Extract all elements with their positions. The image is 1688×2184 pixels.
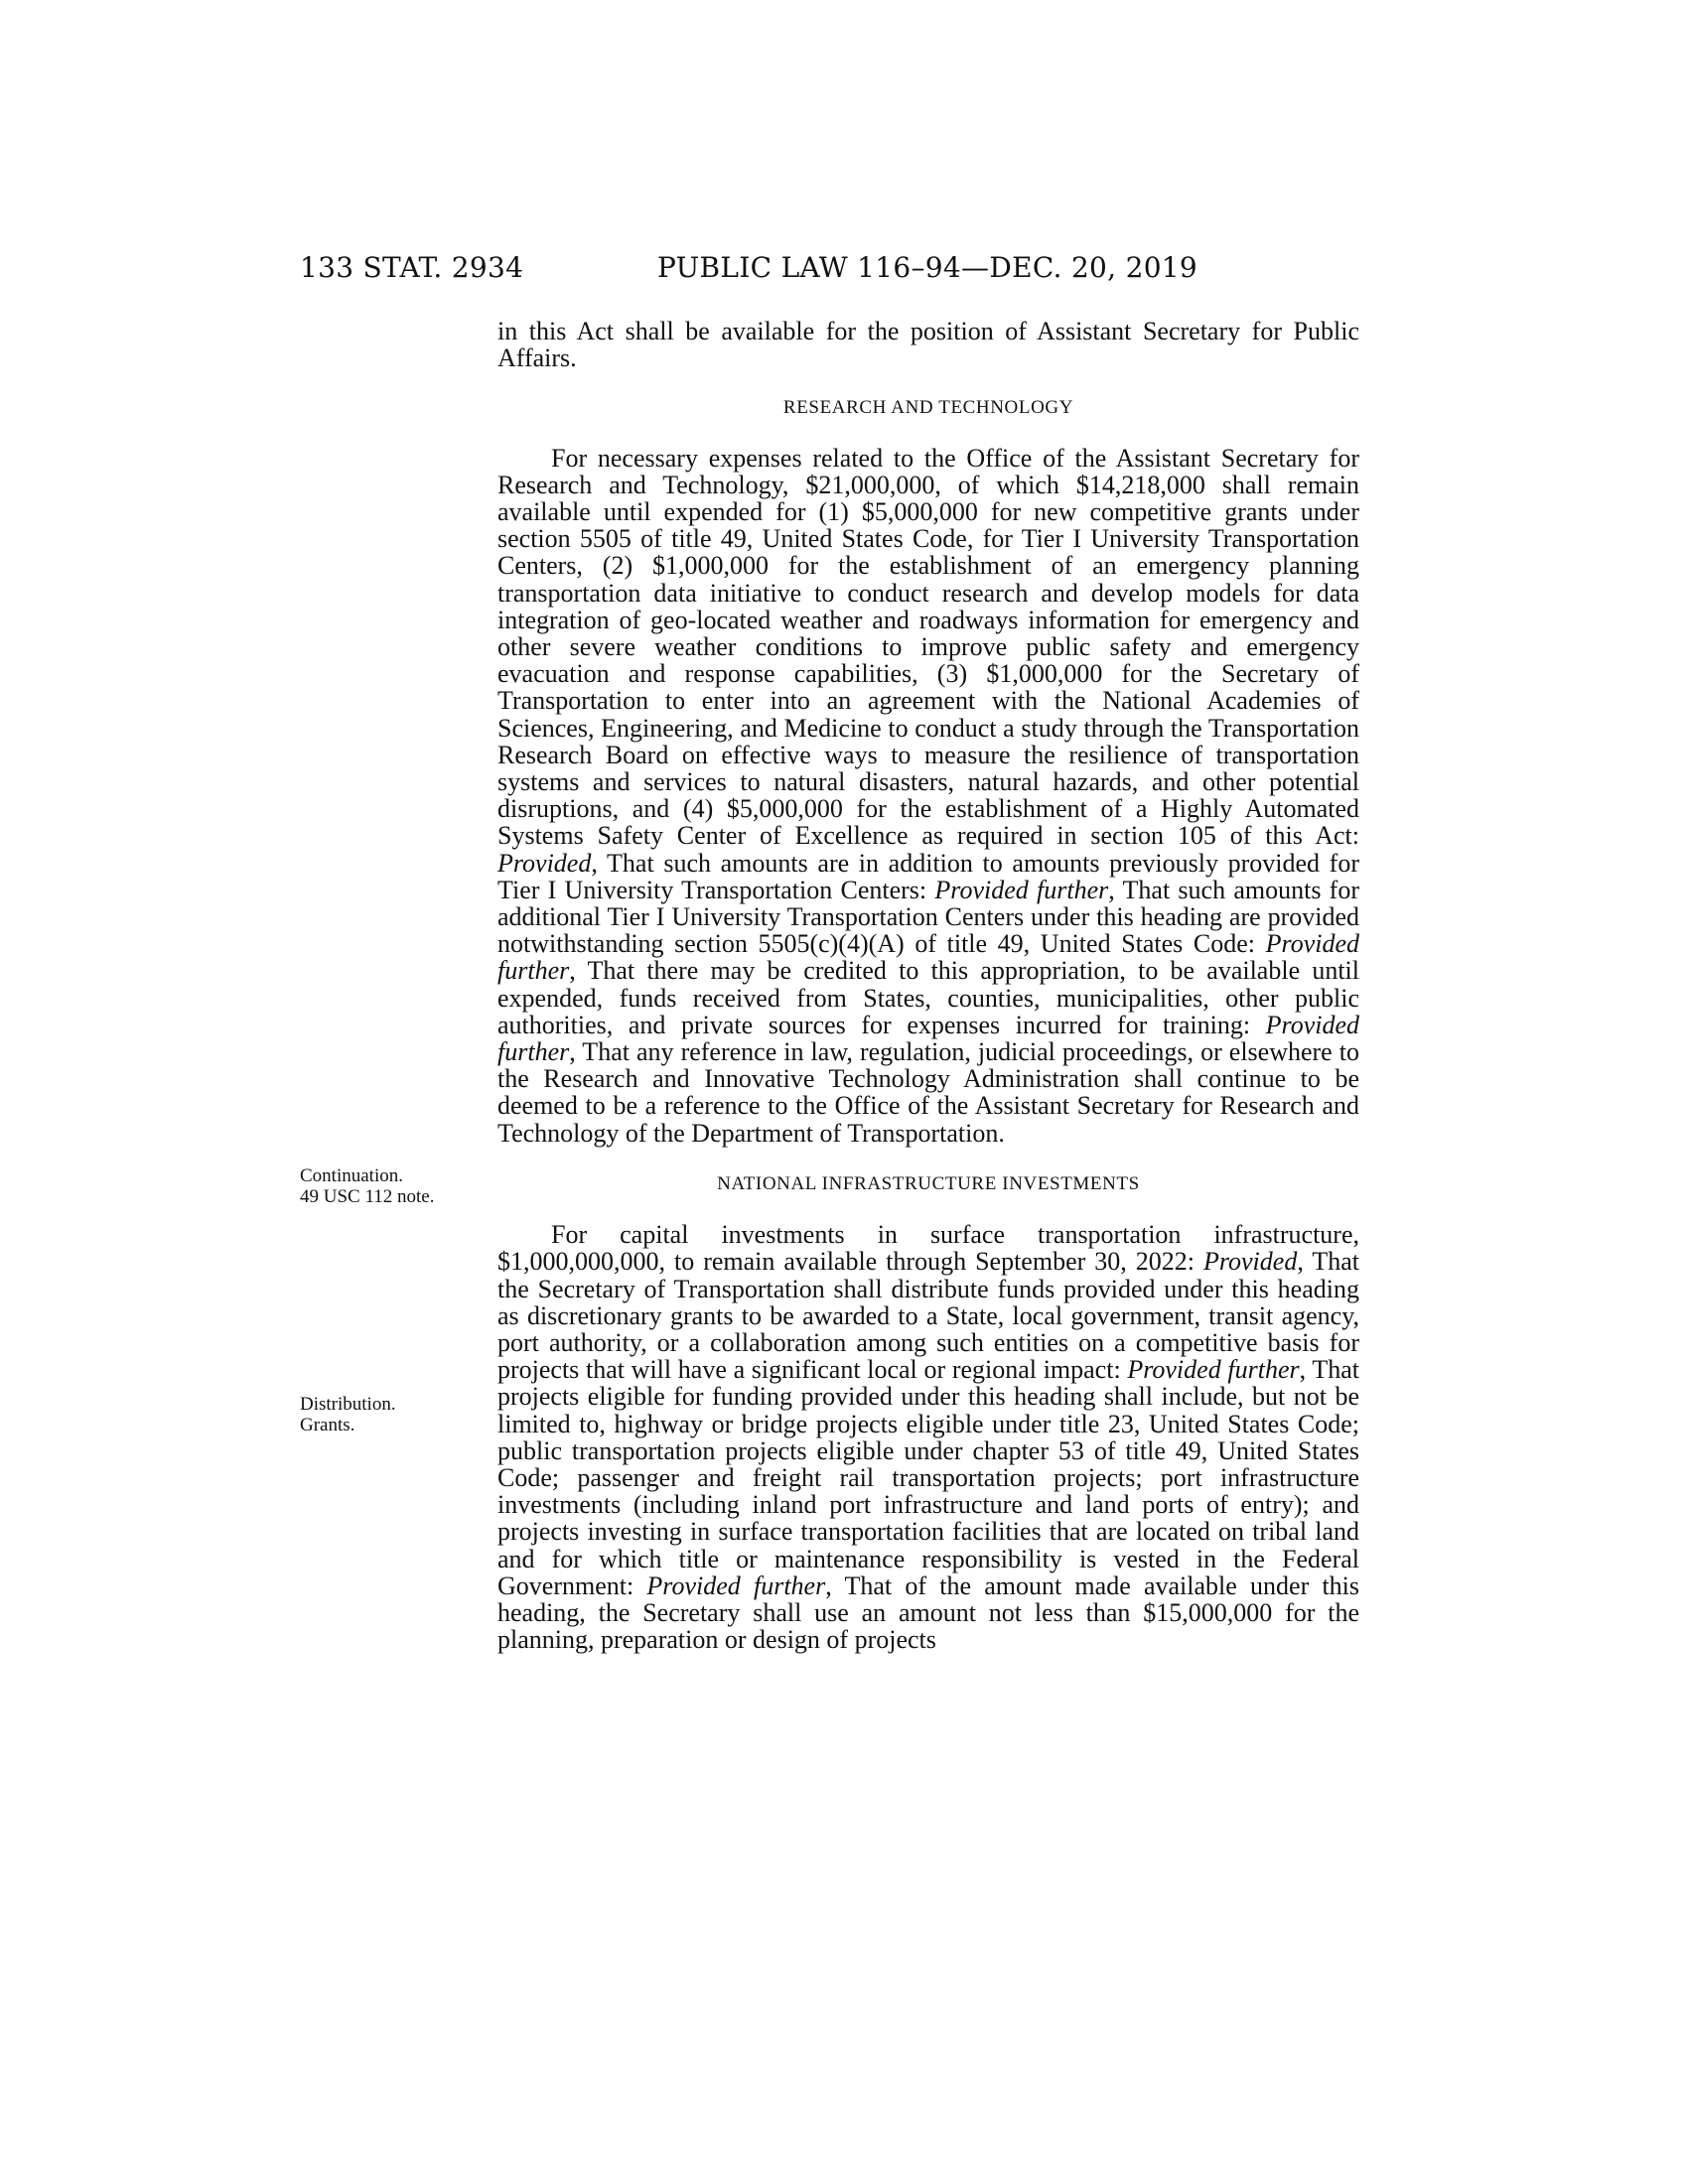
public-law-title: PUBLIC LAW 116–94—DEC. 20, 2019 (657, 251, 1198, 284)
margin-note-line: Continuation. (300, 1165, 403, 1186)
text-run: , That there may be credited to this appropriation, to be available until expended, funds received from States, counties, municipalities, other public authorities, and private sources for expenses incurred for training: (497, 956, 1359, 1039)
provided-further-italic: Provided further (1127, 1355, 1300, 1385)
provided-further-italic: Provided further (497, 929, 1359, 986)
main-text-column (497, 318, 1359, 1653)
intro-paragraph: in this Act shall be available for the position of Assistant Secretary for Public Affairs. (497, 317, 1359, 373)
text-run: For capital investments in surface transportation infrastructure, $1,000,000,000, to remain available through September 30, 2022: (497, 1220, 1359, 1277)
infrastructure-paragraph (497, 1221, 1359, 1653)
text-run: , That such amounts for additional Tier I University Transportation Centers under this heading are provided notwithstanding section 5505(c)(4)(A) of title 49, United States Code: (497, 875, 1360, 959)
text-run: , That projects eligible for funding provided under this heading shall include, but not be limited to, highway or bridge projects eligible under title 23, United States Code; public transportation projects eligible under chapter 53 of title 49, United States Code; passenger and freight rail transportation projects; port infrastructure investments (including inland port infrastructure and land ports of entry); and projects investing in surface transportation facilities that are located on tribal land and for which title or maintenance responsibility is vested in the Federal Government: (497, 1355, 1359, 1600)
margin-note-line: Grants. (300, 1415, 355, 1435)
provided-further-italic: Provided further (497, 1010, 1359, 1067)
provided-italic: Provided (1202, 1247, 1298, 1277)
text-run: , That any reference in law, regulation, judicial proceedings, or elsewhere to the Research and Innovative Technology Administration shall continue to be deemed to be a reference to the Office of the Assistant Secretary for Research and Technology of the Department of Transportation. (497, 1037, 1359, 1148)
margin-note-line: 49 USC 112 note. (300, 1186, 435, 1207)
research-paragraph (497, 445, 1359, 1147)
stat-page-number: 133 STAT. 2934 (300, 251, 524, 284)
section-heading-national-infrastructure: NATIONAL INFRASTRUCTURE INVESTMENTS (717, 1172, 1140, 1194)
margin-note-line: Distribution. (300, 1394, 396, 1415)
provided-further-italic: Provided further (934, 875, 1109, 904)
section-heading-research: RESEARCH AND TECHNOLOGY (782, 397, 1074, 419)
margin-note-continuation (300, 1165, 489, 1207)
text-run: For necessary expenses related to the Office of the Assistant Secretary for Research and Technology, $21,000,000, of which $14,218,000 shall remain available until expended for (1) $5,000,000 for new competitive grants under section 5505 of title 49, United States Code, for Tier I University Transportation Centers, (2) $1,000,000 for the establishment of an emergency planning transportation data initiative to conduct research and develop models for data integration of geo-located weather and roadways information for emergency and other severe weather conditions to improve public safety and emergency evacuation and response capabilities, (3) $1,000,000 for the Secretary of Transportation to enter into an agreement with the National Academies of Sciences, Engineering, and Medicine to conduct a study through the Transportation Research Board on effective ways to measure the resilience of transportation systems and services to natural disasters, natural hazards, and other potential disruptions, and (4) $5,000,000 for the establishment of a Highly Automated Systems Safety Center of Excellence as required in section 105 of this Act: (497, 443, 1359, 851)
margin-note-distribution (300, 1394, 489, 1435)
provided-italic: Provided (497, 848, 592, 878)
text-run: , That the Secretary of Transportation shall distribute funds provided under this heading as discretionary grants to be awarded to a State, local government, transit agency, port authority, or a collaboration among such entities on a competitive basis for projects that will have a significant local or regional impact: (497, 1247, 1359, 1385)
text-run: , That of the amount made available under this heading, the Secretary shall use an amount not less than $15,000,000 for the planning, preparation or design of projects (497, 1570, 1360, 1655)
text-run: , That such amounts are in addition to amounts previously provided for Tier I University Transportation Centers: (497, 848, 1359, 904)
provided-further-italic: Provided further (646, 1570, 826, 1600)
